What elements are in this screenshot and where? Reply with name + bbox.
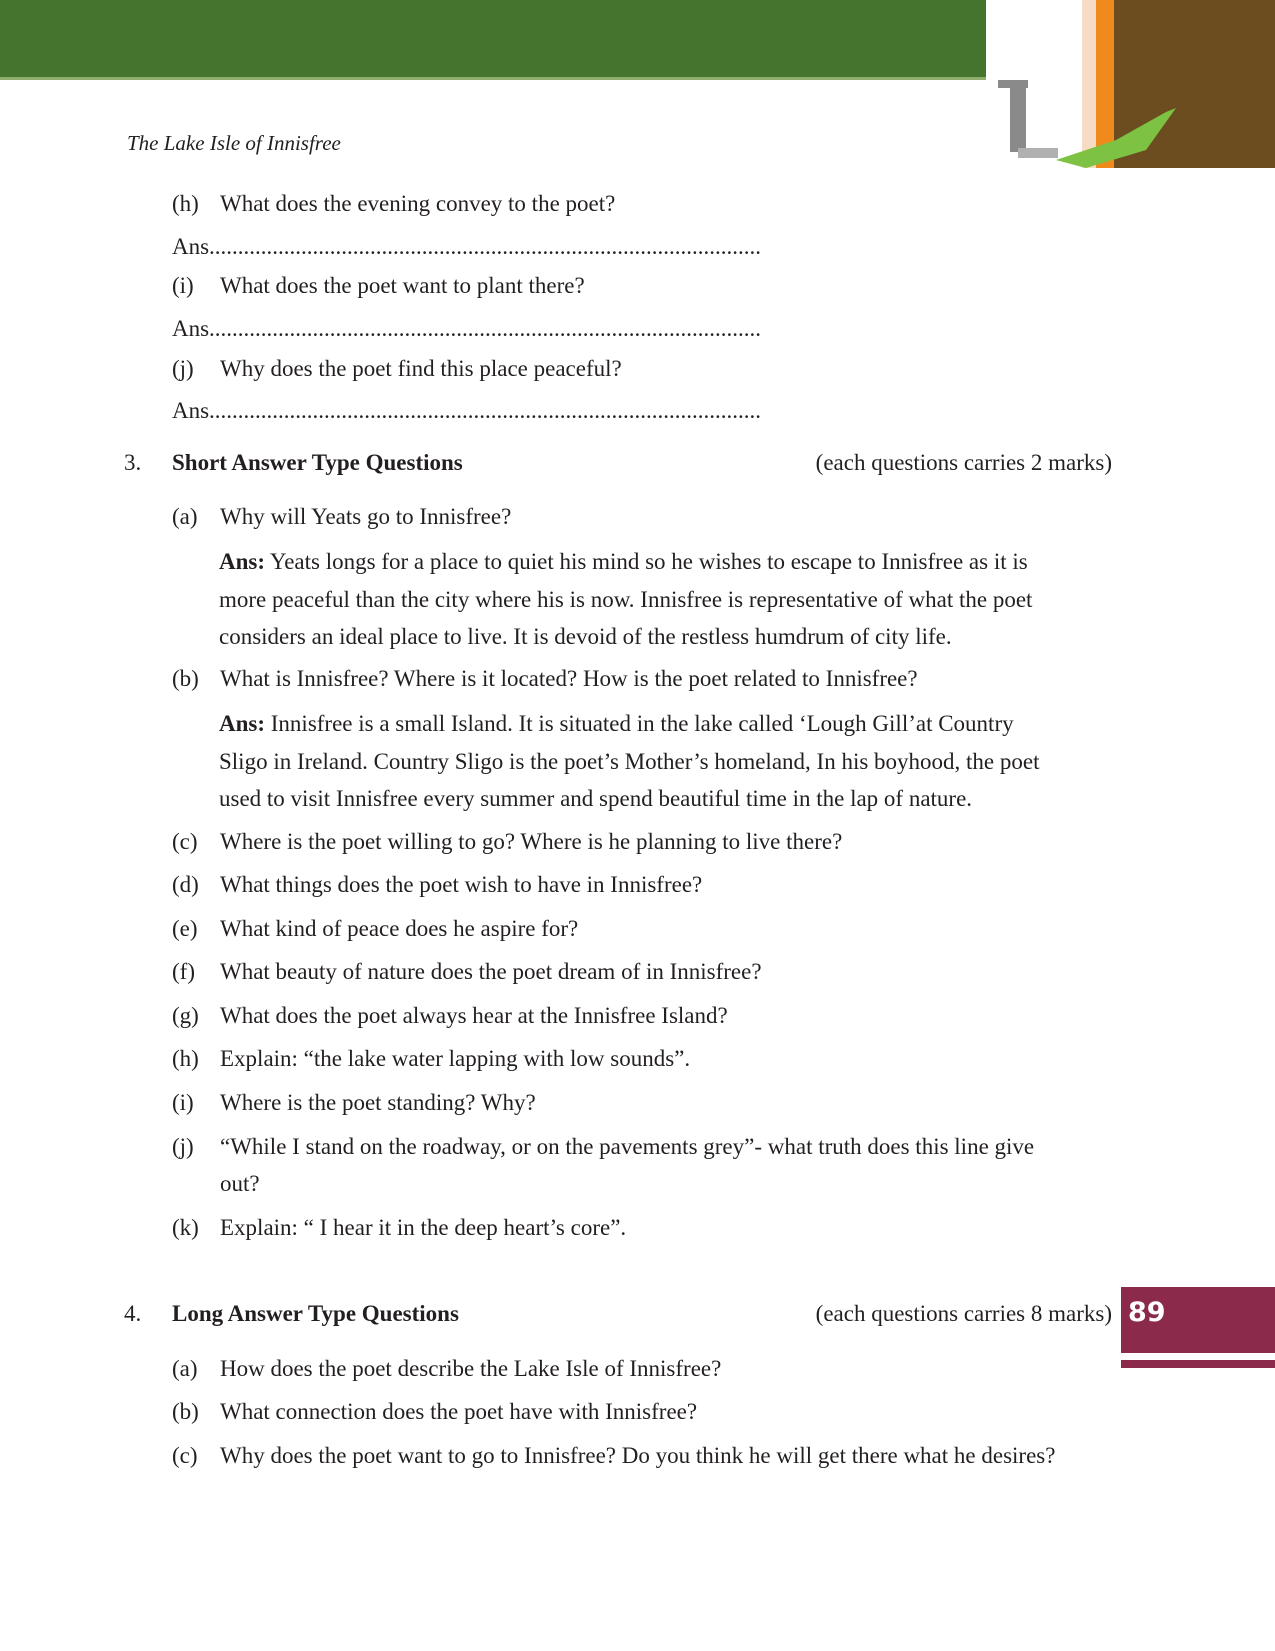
tree-icon — [998, 80, 1058, 158]
question-text: What does the evening convey to the poet? — [220, 191, 616, 216]
answer-line: Ans................................................................................................ — [172, 398, 762, 423]
question-text: Explain: “ I hear it in the deep heart’s core”. — [220, 1215, 627, 1240]
question-text: Where is the poet willing to go? Where is he planning to live there? — [220, 829, 843, 854]
question-label: (a) — [172, 504, 198, 529]
answer-line: Ans................................................................................................ — [172, 316, 762, 341]
section-number: 4. — [124, 1301, 142, 1326]
question-label: (g) — [172, 1003, 199, 1028]
question-text: Why will Yeats go to Innisfree? — [220, 504, 512, 529]
corner-light-stripe — [1082, 0, 1096, 168]
section-title: Short Answer Type Questions — [172, 450, 463, 475]
section-marks: (each questions carries 2 marks) — [815, 450, 1112, 475]
page-number-tab-rule — [1121, 1360, 1275, 1368]
question-label: (b) — [172, 666, 199, 691]
answer-block — [219, 543, 1119, 656]
answer-text: Innisfree is a small Island. It is situated in the lake called ‘Lough Gill’at Country — [265, 711, 1014, 736]
question-label: (c) — [172, 829, 198, 854]
question-text: What is Innisfree? Where is it located? How is the poet related to Innisfree? — [220, 666, 918, 691]
question-text: “While I stand on the roadway, or on the pavements grey”- what truth does this line give — [220, 1134, 1035, 1159]
answer-line: used to visit Innisfree every summer and spend beautiful time in the lap of nature. — [219, 786, 973, 811]
question-text: What does the poet always hear at the Innisfree Island? — [220, 1003, 728, 1028]
question-text-continued: out? — [220, 1171, 260, 1196]
question-label: (c) — [172, 1443, 198, 1468]
question-label: (i) — [172, 273, 194, 298]
question-label: (f) — [172, 959, 195, 984]
question-text: Why does the poet want to go to Innisfree? Do you think he will get there what he desires? — [220, 1443, 1056, 1468]
question-text: What kind of peace does he aspire for? — [220, 916, 579, 941]
question-label: (j) — [172, 356, 194, 381]
answer-line — [219, 543, 1119, 581]
question-text: What beauty of nature does the poet dream of in Innisfree? — [220, 959, 762, 984]
question-label: (h) — [172, 191, 199, 216]
question-text: Explain: “the lake water lapping with low sounds”. — [220, 1046, 691, 1071]
section-marks: (each questions carries 8 marks) — [815, 1301, 1112, 1326]
running-title: The Lake Isle of Innisfree — [127, 131, 341, 155]
answer-label: Ans: — [219, 711, 266, 736]
answer-text: Yeats longs for a place to quiet his mind so he wishes to escape to Innisfree as it is — [265, 549, 1028, 574]
question-label: (k) — [172, 1215, 199, 1240]
question-label: (b) — [172, 1399, 199, 1424]
question-text: What things does the poet wish to have in Innisfree? — [220, 872, 703, 897]
header-band-edge — [0, 77, 986, 80]
header-band — [0, 0, 986, 77]
corner-decoration — [996, 0, 1275, 170]
answer-block — [219, 705, 1119, 818]
answer-line — [219, 705, 1119, 743]
question-label: (i) — [172, 1090, 194, 1115]
answer-label: Ans: — [219, 549, 266, 574]
section-title: Long Answer Type Questions — [172, 1301, 459, 1326]
question-text: How does the poet describe the Lake Isle of Innisfree? — [220, 1356, 722, 1381]
section-number: 3. — [124, 450, 142, 475]
answer-line: more peaceful than the city where his is now. Innisfree is representative of what the poet — [219, 586, 1033, 612]
answer-line: Sligo in Ireland. Country Sligo is the poet’s Mother’s homeland, In his boyhood, the poet — [219, 748, 1040, 774]
question-text: Where is the poet standing? Why? — [220, 1090, 536, 1115]
question-label: (h) — [172, 1046, 199, 1071]
answer-line: Ans................................................................................................ — [172, 234, 762, 259]
question-label: (j) — [172, 1134, 194, 1159]
question-label: (a) — [172, 1356, 198, 1381]
answer-line: considers an ideal place to live. It is devoid of the restless humdrum of city life. — [219, 624, 952, 649]
question-text: What does the poet want to plant there? — [220, 273, 585, 298]
question-text: What connection does the poet have with Innisfree? — [220, 1399, 698, 1424]
question-label: (e) — [172, 916, 198, 941]
question-label: (d) — [172, 872, 199, 897]
question-text: Why does the poet find this place peaceful? — [220, 356, 622, 381]
page-number: 89 — [1128, 1297, 1166, 1328]
